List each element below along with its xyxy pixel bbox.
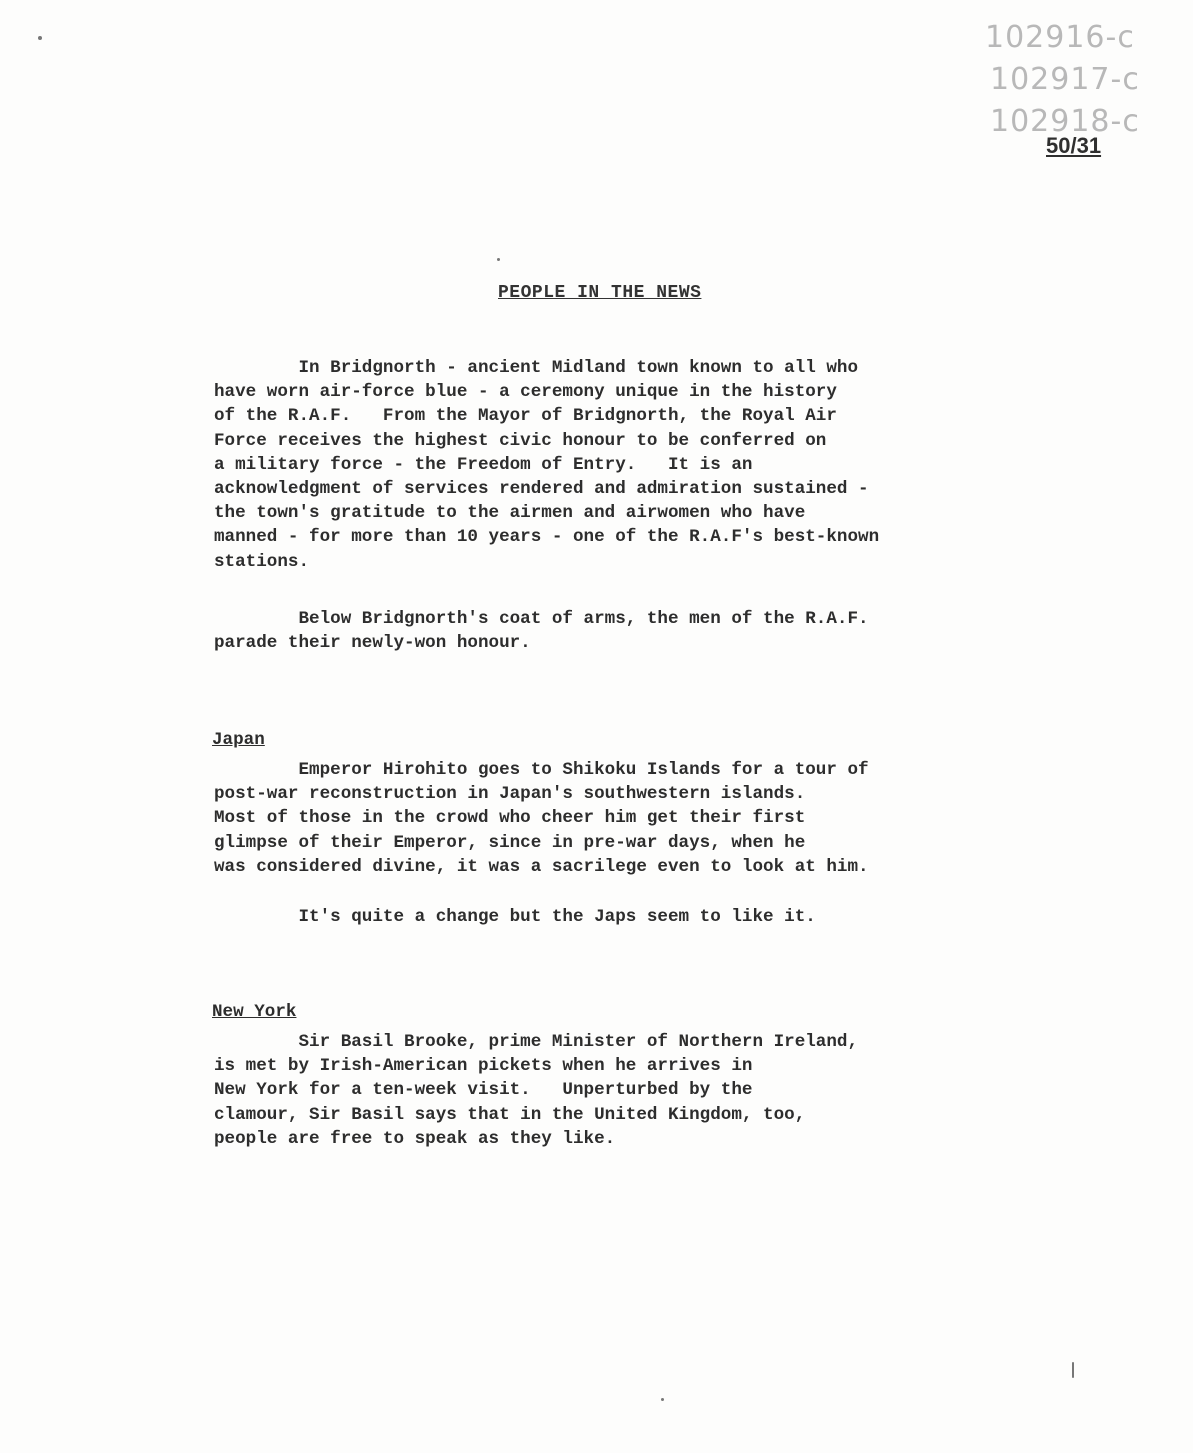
paragraph-new-york-brooke: Sir Basil Brooke, prime Minister of Northern Ireland, is met by Irish-American pickets when he arrives in New York for a ten-week visit. Unperturbed by the clamour, Sir Basil says that in the United Kingdom, too, people are free to speak as they like.	[214, 1032, 859, 1149]
paragraph-japan-change: It's quite a change but the Japs seem to like it.	[214, 907, 816, 927]
section-heading-new-york: New York	[212, 1002, 297, 1022]
paragraph-bridgnorth-parade: Below Bridgnorth's coat of arms, the men of the R.A.F. parade their newly-won honour.	[214, 609, 869, 654]
document-title: PEOPLE IN THE NEWS	[498, 283, 702, 303]
paper-speck	[38, 36, 42, 40]
paragraph-japan-emperor: Emperor Hirohito goes to Shikoku Islands for a tour of post-war reconstruction in Japan's southwestern islands. Most of those in the crowd who cheer him get their first glimpse of their Emperor, since in pre-war days, when he was considered divine, it was a sacrilege even to look at him.	[214, 760, 869, 877]
handwritten-annotation: 102918-c	[990, 104, 1140, 139]
paragraph-bridgnorth-intro: In Bridgnorth - ancient Midland town known to all who have worn air-force blue - a ceremony unique in the history of the R.A.F. From the Mayor of Bridgnorth, the Royal Air Force receives the highest civic honour to be conferred on a military force - the Freedom of Entry. It is an acknowledgment of services rendered and admiration sustained - the town's gratitude to the airmen and airwomen who have manned - for more than 10 years - one of the R.A.F's best-known stations.	[214, 358, 880, 572]
page-number: 50/31	[1046, 133, 1102, 158]
handwritten-annotation: 102916-c	[985, 20, 1135, 55]
paper-speck	[661, 1398, 664, 1401]
paper-speck	[1072, 1362, 1074, 1378]
handwritten-annotation: 102917-c	[990, 62, 1140, 97]
section-heading-japan: Japan	[212, 730, 265, 750]
paper-speck	[497, 258, 500, 261]
